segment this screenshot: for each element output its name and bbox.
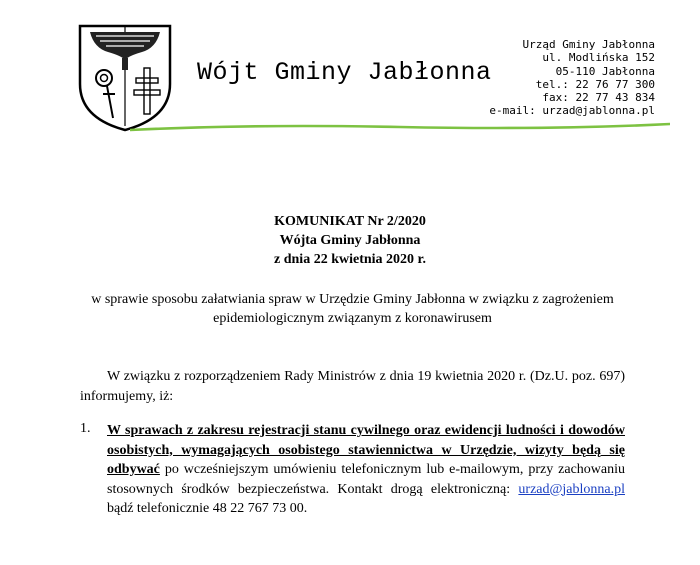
intro-paragraph: W związku z rozporządzeniem Rady Ministrów z dnia 19 kwietnia 2020 r. (Dz.U. poz. 697) informujemy, iż: bbox=[80, 369, 625, 404]
contact-street: ul. Modlińska 152 bbox=[542, 51, 655, 65]
contact-email: e-mail: urzad@jablonna.pl bbox=[489, 104, 655, 118]
contact-fax: fax: 22 77 43 834 bbox=[542, 91, 655, 105]
header-title: Wójt Gminy Jabłonna bbox=[197, 58, 492, 87]
announcement-subject: w sprawie sposobu załatwiania spraw w Urzędzie Gminy Jabłonna w związku z zagrożeniem epidemiologicznym związanym z koronawirusem bbox=[91, 292, 614, 326]
item-1-tail: bądź telefonicznie 48 22 767 73 00. bbox=[107, 501, 308, 516]
announcement-author: Wójta Gminy Jabłonna bbox=[279, 233, 421, 248]
item-1-text bbox=[107, 421, 625, 519]
contact-tel: tel.: 22 76 77 300 bbox=[535, 77, 655, 91]
item-1-emphasis: W sprawach z zakresu rejestracji stanu cywilnego oraz ewidencji ludności i dowodów osobistych, wymagających osobistego stawiennictwa w Urzędzie, wizyty będą się odbywać bbox=[107, 423, 625, 477]
announcement-date: z dnia 22 kwietnia 2020 r. bbox=[274, 252, 426, 267]
item-1-body: po wcześniejszym umówieniu telefonicznym lub e-mailowym, przy zachowaniu stosownych środków bezpieczeństwa. Kontakt drogą elektroniczną: bbox=[107, 462, 625, 497]
announcement-title: KOMUNIKAT Nr 2/2020 bbox=[274, 214, 426, 229]
email-link[interactable]: urzad@jablonna.pl bbox=[518, 481, 625, 497]
item-number: 1. bbox=[80, 421, 91, 436]
contact-postal: 05-110 Jabłonna bbox=[555, 64, 655, 78]
contact-office: Urząd Gminy Jabłonna bbox=[522, 38, 655, 51]
header-divider bbox=[130, 118, 670, 138]
contact-block bbox=[489, 38, 655, 118]
